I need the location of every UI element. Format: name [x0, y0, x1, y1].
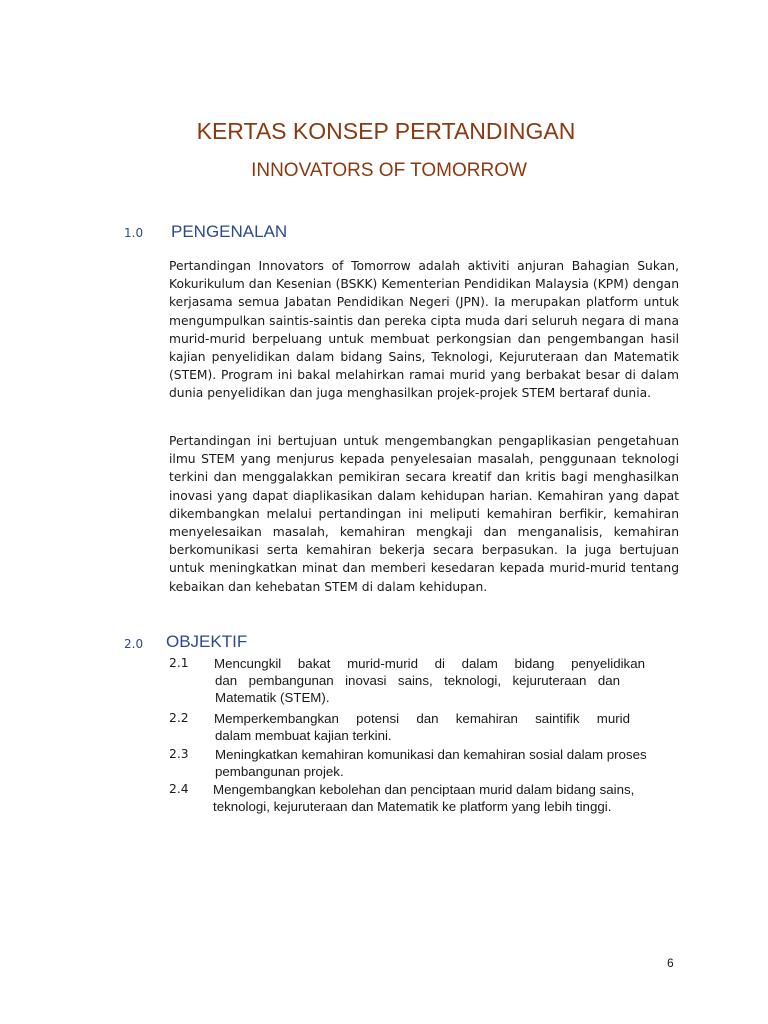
objective-line: pembangunan projek. — [215, 764, 344, 779]
objective-text — [213, 781, 673, 815]
objective-text — [215, 746, 675, 780]
section-number-pengenalan: 1.0 — [124, 226, 144, 240]
document-subtitle: INNOVATORS OF TOMORROW — [251, 160, 527, 181]
objective-line: Matematik (STEM). — [215, 690, 330, 705]
objective-number: 2.4 — [169, 782, 189, 796]
section-heading-objektif: OBJEKTIF — [166, 632, 248, 651]
document-title: KERTAS KONSEP PERTANDINGAN — [196, 118, 576, 144]
section-number-objektif: 2.0 — [124, 637, 144, 651]
objective-text — [214, 655, 674, 706]
intro-paragraph-1: Pertandingan Innovators of Tomorrow adalah aktiviti anjuran Bahagian Sukan, Kokurikulum dan Kesenian (BSKK) Kementerian Pendidikan Malaysia (KPM) dengan kerjasama semua Jabatan Pendidikan Negeri (JPN). Ia merupakan platform untuk mengumpulkan saintis-saintis dan pereka cipta muda dari seluruh negara di mana murid-murid berpeluang untuk membuat perkongsian dan pengembangan hasil kajian penyelidikan dalam bidang Sains, Teknologi, Kejuruteraan dan Matematik (STEM). Program ini bakal melahirkan ramai murid yang berbakat besar di dalam dunia penyelidikan dan juga menghasilkan projek-projek STEM bertaraf dunia. — [169, 259, 679, 401]
objective-line: dalam membuat kajian terkini. — [215, 728, 392, 743]
objective-line: Meningkatkan kemahiran komunikasi dan kemahiran sosial dalam proses — [215, 747, 647, 762]
objective-line: teknologi, kejuruteraan dan Matematik ke platform yang lebih tinggi. — [213, 799, 612, 814]
objective-line: Memperkembangkan potensi dan kemahiran saintifik murid — [214, 711, 630, 726]
objective-text — [214, 710, 674, 744]
page-number: 6 — [667, 956, 674, 970]
objective-line: Mencungkil bakat murid-murid di dalam bidang penyelidikan — [214, 656, 645, 671]
objective-number: 2.1 — [169, 656, 189, 670]
objective-line: dan pembangunan inovasi sains, teknologi, kejuruteraan dan — [215, 673, 620, 688]
objective-number: 2.2 — [169, 711, 189, 725]
intro-paragraph-2: Pertandingan ini bertujuan untuk mengembangkan pengaplikasian pengetahuan ilmu STEM yang menjurus kepada penyelesaian masalah, penggunaan teknologi terkini dan menggalakkan pemikiran secara kreatif dan kritis bagi menghasilkan inovasi yang dapat diaplikasikan dalam kehidupan harian. Kemahiran yang dapat dikembangkan melalui pertandingan ini meliputi kemahiran berfikir, kemahiran menyelesaikan masalah, kemahiran mengkaji dan menganalisis, kemahiran berkomunikasi serta kemahiran bekerja secara berpasukan. Ia juga bertujuan untuk meningkatkan minat dan memberi kesedaran kepada murid-murid tentang kebaikan dan kehebatan STEM di dalam kehidupan. — [169, 434, 679, 594]
objective-line: Mengembangkan kebolehan dan penciptaan murid dalam bidang sains, — [213, 782, 635, 797]
objective-number: 2.3 — [169, 747, 189, 761]
section-heading-pengenalan: PENGENALAN — [171, 222, 288, 241]
